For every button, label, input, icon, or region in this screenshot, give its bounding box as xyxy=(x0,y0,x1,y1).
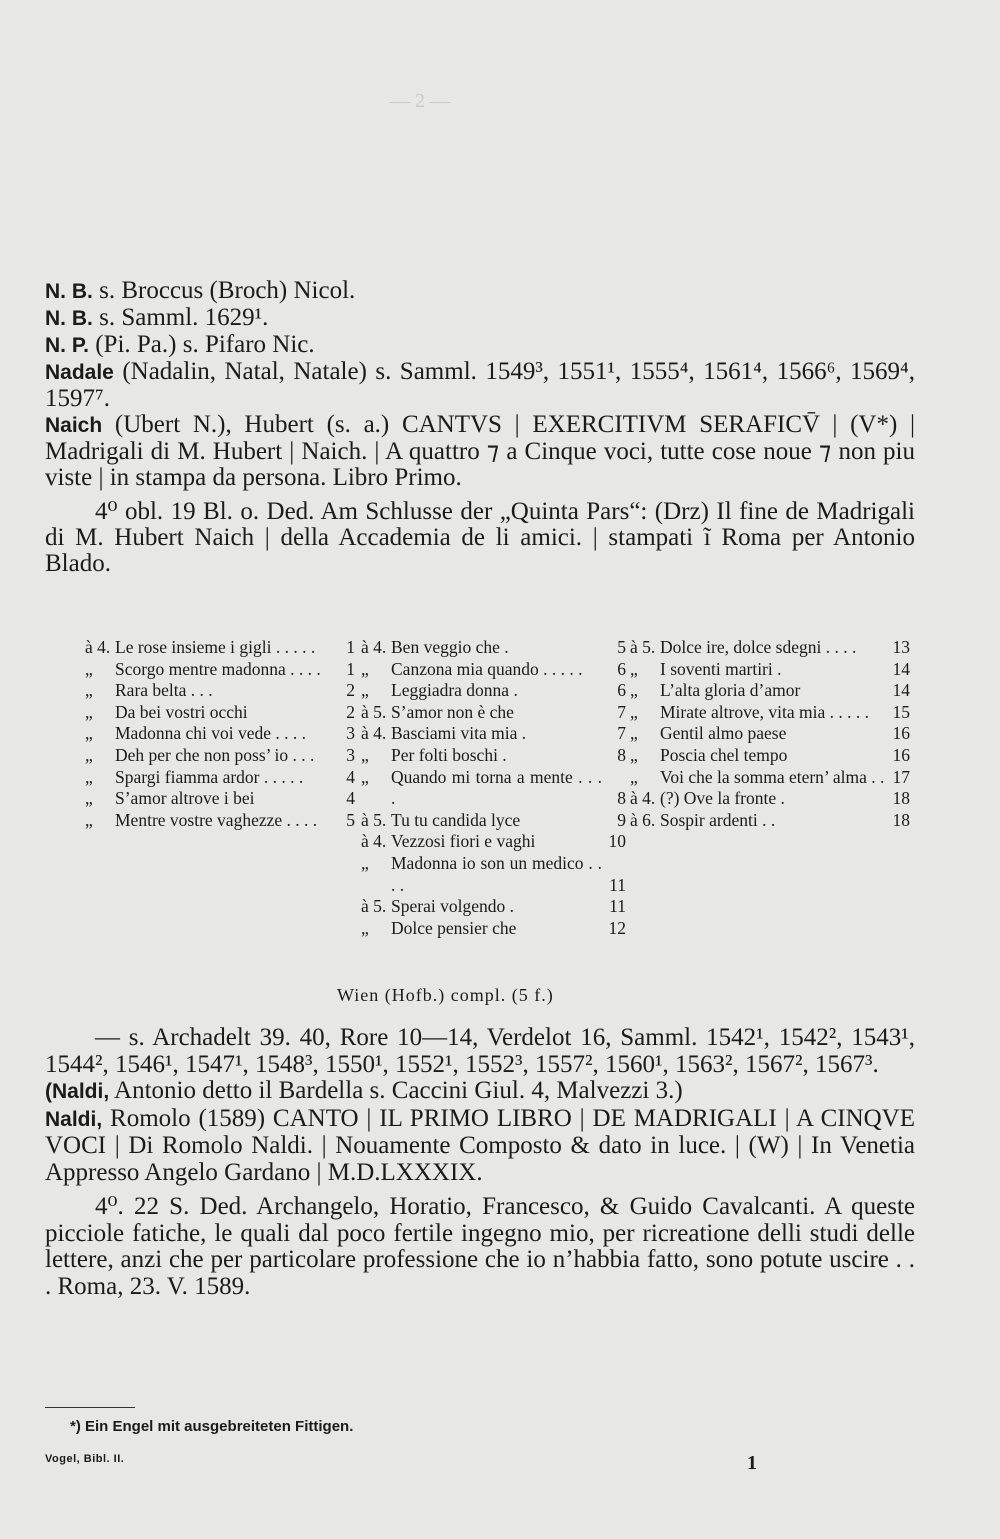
contents-entry-title: Spargi fiamma ardor . . . . . xyxy=(115,766,304,787)
contents-entry xyxy=(361,745,626,767)
contents-entry-title: Ben veggio che . xyxy=(391,637,509,657)
contents-entry-page: 18 xyxy=(892,788,910,809)
entry-text: (Nadalin, Natal, Natale) s. Samml. 1549³, 1551¹, 1555⁴, 1561⁴, 1566⁶, 1569⁴, 1597⁷. xyxy=(45,358,915,412)
contents-entry-page: 15 xyxy=(892,701,910,722)
naich-description: 4⁰ obl. 19 Bl. o. Ded. Am Schlusse der „Quinta Pars“: (Drz) Il fine de Madrigali di M. Hubert Naich | della Accademia de li amici. | stampati ĩ Roma per Antonio Blado. xyxy=(45,498,915,577)
contents-entry-title: Poscia chel tempo xyxy=(660,744,788,765)
contents-entry-title: L’alta gloria d’amor xyxy=(660,680,801,701)
contents-entry-prefix: „ xyxy=(361,852,369,873)
contents-entry-prefix: à 4. xyxy=(85,637,111,657)
contents-entry xyxy=(630,788,910,810)
entry-head: (Naldi, xyxy=(45,1080,110,1103)
contents-entry-page: 4 xyxy=(346,788,355,809)
contents-entry xyxy=(361,918,626,940)
contents-entry xyxy=(85,659,355,681)
contents-entry-page: 11 xyxy=(609,896,626,917)
entry-nb-broccus xyxy=(45,278,915,305)
contents-entry xyxy=(630,723,910,745)
contents-entry-title: Quando mi torna a mente . . . . xyxy=(391,766,602,809)
contents-entry-page: 3 xyxy=(346,744,355,765)
contents-column-2 xyxy=(361,637,626,939)
signature-mark: Vogel, Bibl. II. xyxy=(45,1453,125,1465)
entry-head: Nadale xyxy=(45,361,114,384)
contents-entry xyxy=(630,680,910,702)
contents-entry-page: 5 xyxy=(617,637,626,657)
contents-entry-title: Vezzosi fiori e vaghi xyxy=(391,831,536,852)
contents-entry-title: Dolce pensier che xyxy=(391,917,517,938)
entry-naldi-antonio xyxy=(45,1078,915,1106)
entry-text: Antonio detto il Bardella s. Caccini Giul. 4, Malvezzi 3.) xyxy=(109,1077,683,1104)
contents-entry-page: 4 xyxy=(346,766,355,787)
contents-entry-page: 14 xyxy=(892,658,910,679)
contents-entry-title: Sospir ardenti . . xyxy=(660,809,776,830)
contents-entry xyxy=(630,767,910,789)
contents-entry xyxy=(361,702,626,724)
contents-entry-title: S’amor altrove i bei xyxy=(115,788,255,809)
entry-nb-samml xyxy=(45,305,915,332)
contents-entry-prefix: „ xyxy=(630,766,638,787)
contents-entry-page: 17 xyxy=(892,766,910,787)
contents-entry-title: Le rose insieme i gigli . . . . . xyxy=(115,637,316,657)
contents-entry-page: 13 xyxy=(892,637,910,657)
entry-head: Naldi, xyxy=(45,1107,103,1131)
contents-entry-prefix: „ xyxy=(85,766,93,787)
contents-entry-prefix: „ xyxy=(630,658,638,679)
contents-entry-prefix: „ xyxy=(630,744,638,765)
contents-entry-prefix: à 4. xyxy=(361,831,387,852)
contents-entry-page: 6 xyxy=(617,658,626,679)
contents-entry-title: I soventi martiri . xyxy=(660,658,782,679)
contents-entry-page: 12 xyxy=(608,917,626,938)
contents-entry-page: 7 xyxy=(617,701,626,722)
entry-head: Naich xyxy=(45,414,103,437)
contents-entry-title: Tu tu candida lyce xyxy=(391,809,521,830)
entry-head: N. P. xyxy=(45,334,89,357)
contents-entry-prefix: „ xyxy=(361,917,369,938)
entry-naich xyxy=(45,412,915,491)
contents-entry xyxy=(85,637,355,659)
contents-entry-prefix: „ xyxy=(630,680,638,701)
entry-text: (Pi. Pa.) s. Pifaro Nic. xyxy=(88,331,315,358)
contents-entry xyxy=(85,723,355,745)
contents-entry xyxy=(630,745,910,767)
contents-entry xyxy=(361,659,626,681)
contents-entry-prefix: „ xyxy=(85,809,93,830)
contents-entry-prefix: à 5. xyxy=(630,637,656,657)
contents-entry xyxy=(361,853,626,896)
bleed-through-header: — 2 — xyxy=(390,90,450,112)
contents-column-1 xyxy=(85,637,355,831)
contents-entry-title: Per folti boschi . xyxy=(391,744,507,765)
contents-entry xyxy=(85,680,355,702)
contents-entry-page: 1 xyxy=(346,637,355,657)
contents-entry-title: Canzona mia quando . . . . . xyxy=(391,658,583,679)
contents-entry-page: 8 xyxy=(617,744,626,765)
contents-entry-title: Mirate altrove, vita mia . . . . . xyxy=(660,701,869,722)
contents-entry-title: Gentil almo paese xyxy=(660,723,787,744)
contents-entry-title: Madonna chi voi vede . . . . xyxy=(115,723,306,744)
contents-entry xyxy=(630,659,910,681)
contents-entry-prefix: „ xyxy=(361,744,369,765)
contents-entry-title: Dolce ire, dolce sdegni . . . . xyxy=(660,637,857,657)
contents-entry-prefix: à 6. xyxy=(630,809,656,830)
contents-entry-page: 2 xyxy=(346,701,355,722)
contents-entry-title: Da bei vostri occhi xyxy=(115,701,248,722)
entry-head: N. B. xyxy=(45,280,93,303)
contents-entry xyxy=(630,702,910,724)
contents-entry-title: Madonna io son un medico . . . . xyxy=(391,852,602,895)
entry-naldi-romolo xyxy=(45,1106,915,1187)
contents-entry-title: Scorgo mentre madonna . . . . xyxy=(115,658,321,679)
contents-entry-page: 8 xyxy=(617,788,626,809)
contents-column-3 xyxy=(630,637,910,831)
contents-entry-prefix: à 5. xyxy=(361,701,387,722)
contents-entry-prefix: „ xyxy=(361,766,369,787)
contents-entry xyxy=(85,810,355,832)
contents-entry-title: Rara belta . . . xyxy=(115,680,213,701)
contents-entry-title: S’amor non è che xyxy=(391,701,514,722)
contents-entry-prefix: „ xyxy=(630,723,638,744)
contents-entry-prefix: „ xyxy=(630,701,638,722)
contents-entry-title: Basciami vita mia . xyxy=(391,723,527,744)
contents-entry-prefix: „ xyxy=(85,788,93,809)
entry-head: N. B. xyxy=(45,307,93,330)
top-entries xyxy=(45,278,915,577)
contents-entry-title: Sperai volgendo . xyxy=(391,896,514,917)
contents-entry xyxy=(361,831,626,853)
contents-entry-page: 3 xyxy=(346,723,355,744)
contents-entry-prefix: „ xyxy=(85,658,93,679)
library-holding: Wien (Hofb.) compl. (5 f.) xyxy=(337,985,554,1005)
contents-entry-prefix: à 4. xyxy=(361,723,387,744)
lower-entries xyxy=(45,1025,915,1300)
contents-entry-prefix: à 5. xyxy=(361,809,387,830)
entry-nadale xyxy=(45,359,915,412)
contents-entry xyxy=(361,637,626,659)
contents-entry-prefix: „ xyxy=(85,744,93,765)
entry-text: Romolo (1589) CANTO | IL PRIMO LIBRO | DE MADRIGALI | A CINQVE VOCI | Di Romolo Naldi. | Nouamente Composto & dato in luce. | (W) | In Venetia Appresso Angelo Gardano | M.D.LXXXIX. xyxy=(45,1104,915,1186)
contents-entry xyxy=(361,680,626,702)
contents-entry xyxy=(85,788,355,810)
naldi-description: 4⁰. 22 S. Ded. Archangelo, Horatio, Francesco, & Guido Cavalcanti. A queste picciole fatiche, le quali dal poco fertile ingegno mio, per ricreatione delli studi delle lettere, anzi che per particolare professione che io n’habbia fatto, sono potute uscire . . . Roma, 23. V. 1589. xyxy=(45,1193,915,1300)
footnote: *) Ein Engel mit ausgebreiteten Fittigen. xyxy=(70,1418,354,1435)
contents-entry-page: 16 xyxy=(892,723,910,744)
contents-entry-prefix: à 4. xyxy=(361,637,387,657)
contents-entry-title: Mentre vostre vaghezze . . . . xyxy=(115,809,318,830)
page-number: 1 xyxy=(747,1452,757,1474)
contents-entry xyxy=(361,723,626,745)
contents-entry-page: 9 xyxy=(617,809,626,830)
entry-text: s. Broccus (Broch) Nicol. xyxy=(92,277,356,304)
naich-references: — s. Archadelt 39. 40, Rore 10—14, Verdelot 16, Samml. 1542¹, 1542², 1543¹, 1544², 1546¹, 1547¹, 1548³, 1550¹, 1552¹, 1552³, 1557², 1560¹, 1563², 1567², 1567³. xyxy=(45,1024,915,1078)
contents-entry-title: Voi che la somma etern’ alma . . xyxy=(660,766,885,787)
contents-entry-title: Leggiadra donna . xyxy=(391,680,518,701)
contents-entry-page: 2 xyxy=(346,680,355,701)
contents-entry-prefix: „ xyxy=(85,680,93,701)
contents-entry-title: Deh per che non poss’ io . . . xyxy=(115,744,315,765)
contents-entry xyxy=(630,810,910,832)
entry-text: (Ubert N.), Hubert (s. a.) CANTVS | EXERCITIVM SERAFICV̄ | (V*) | Madrigali di M. Hubert | Naich. | A quattro ⁊ a Cinque voci, tutte cose noue ⁊ non piu viste | in stampa da persona. Libro Primo. xyxy=(45,411,915,491)
contents-entry-page: 10 xyxy=(608,831,626,852)
contents-entry-title: (?) Ove la fronte . xyxy=(660,788,785,809)
contents-entry xyxy=(85,745,355,767)
contents-entry xyxy=(361,767,626,810)
entry-np-pifaro xyxy=(45,332,915,359)
contents-entry xyxy=(361,810,626,832)
contents-entry xyxy=(85,702,355,724)
contents-entry-page: 18 xyxy=(892,809,910,830)
contents-entry-prefix: „ xyxy=(85,723,93,744)
contents-entry-page: 6 xyxy=(617,680,626,701)
contents-entry-page: 16 xyxy=(892,744,910,765)
contents-entry-prefix: à 5. xyxy=(361,896,387,917)
contents-entry-prefix: „ xyxy=(85,701,93,722)
contents-entry xyxy=(630,637,910,659)
contents-entry-prefix: à 4. xyxy=(630,788,656,809)
contents-entry-page: 1 xyxy=(346,658,355,679)
contents-entry-page: 5 xyxy=(346,809,355,830)
contents-entry-page: 14 xyxy=(892,680,910,701)
contents-entry-prefix: „ xyxy=(361,680,369,701)
contents-entry-prefix: „ xyxy=(361,658,369,679)
entry-text: s. Samml. 1629¹. xyxy=(92,304,269,331)
contents-entry-page: 11 xyxy=(609,874,626,895)
contents-entry xyxy=(85,767,355,789)
footnote-rule xyxy=(45,1407,135,1408)
contents-entry-page: 7 xyxy=(617,723,626,744)
contents-entry xyxy=(361,896,626,918)
